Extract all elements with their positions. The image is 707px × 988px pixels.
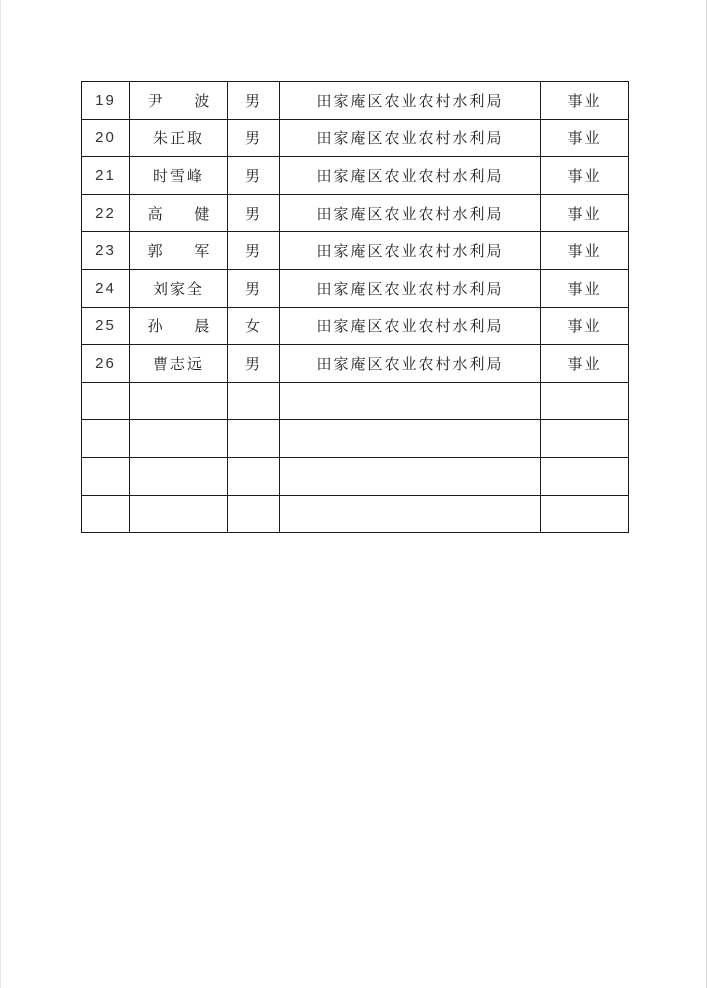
type-cell: 事业 [541, 119, 629, 157]
row-number-cell [82, 382, 130, 420]
unit-cell: 田家庵区农业农村水利局 [280, 157, 541, 195]
personnel-table-body [82, 82, 629, 533]
name-cell: 朱正取 [130, 119, 228, 157]
table-row [82, 307, 629, 345]
row-number-cell: 23 [82, 232, 130, 270]
gender-cell [228, 457, 280, 495]
table-row-empty [82, 382, 629, 420]
row-number-cell: 22 [82, 194, 130, 232]
table-row [82, 157, 629, 195]
unit-cell: 田家庵区农业农村水利局 [280, 82, 541, 120]
unit-cell: 田家庵区农业农村水利局 [280, 232, 541, 270]
name-cell: 尹 波 [130, 82, 228, 120]
row-number-cell: 19 [82, 82, 130, 120]
type-cell: 事业 [541, 157, 629, 195]
unit-cell [280, 457, 541, 495]
type-cell [541, 495, 629, 533]
gender-cell: 男 [228, 157, 280, 195]
type-cell: 事业 [541, 345, 629, 383]
unit-cell [280, 495, 541, 533]
type-cell: 事业 [541, 269, 629, 307]
unit-cell: 田家庵区农业农村水利局 [280, 345, 541, 383]
row-number-cell: 25 [82, 307, 130, 345]
name-cell: 郭 军 [130, 232, 228, 270]
type-cell: 事业 [541, 232, 629, 270]
name-cell [130, 420, 228, 458]
unit-cell: 田家庵区农业农村水利局 [280, 269, 541, 307]
type-cell: 事业 [541, 82, 629, 120]
table-row [82, 345, 629, 383]
unit-cell: 田家庵区农业农村水利局 [280, 119, 541, 157]
name-cell [130, 382, 228, 420]
gender-cell [228, 420, 280, 458]
type-cell [541, 420, 629, 458]
gender-cell: 男 [228, 232, 280, 270]
row-number-cell: 26 [82, 345, 130, 383]
table-row [82, 82, 629, 120]
type-cell: 事业 [541, 194, 629, 232]
gender-cell [228, 495, 280, 533]
table-row-empty [82, 420, 629, 458]
name-cell: 时雪峰 [130, 157, 228, 195]
gender-cell: 女 [228, 307, 280, 345]
table-row-empty [82, 457, 629, 495]
name-cell: 高 健 [130, 194, 228, 232]
gender-cell: 男 [228, 82, 280, 120]
type-cell [541, 457, 629, 495]
gender-cell [228, 382, 280, 420]
gender-cell: 男 [228, 119, 280, 157]
row-number-cell: 24 [82, 269, 130, 307]
type-cell: 事业 [541, 307, 629, 345]
row-number-cell [82, 420, 130, 458]
gender-cell: 男 [228, 345, 280, 383]
name-cell: 曹志远 [130, 345, 228, 383]
unit-cell [280, 420, 541, 458]
table-row-empty [82, 495, 629, 533]
gender-cell: 男 [228, 194, 280, 232]
name-cell: 孙 晨 [130, 307, 228, 345]
name-cell [130, 457, 228, 495]
name-cell [130, 495, 228, 533]
unit-cell: 田家庵区农业农村水利局 [280, 194, 541, 232]
personnel-table [81, 81, 629, 533]
table-row [82, 194, 629, 232]
unit-cell: 田家庵区农业农村水利局 [280, 307, 541, 345]
row-number-cell [82, 457, 130, 495]
unit-cell [280, 382, 541, 420]
gender-cell: 男 [228, 269, 280, 307]
row-number-cell: 21 [82, 157, 130, 195]
row-number-cell [82, 495, 130, 533]
table-row [82, 232, 629, 270]
type-cell [541, 382, 629, 420]
table-row [82, 269, 629, 307]
name-cell: 刘家全 [130, 269, 228, 307]
page-edge-left [0, 0, 1, 988]
row-number-cell: 20 [82, 119, 130, 157]
table-row [82, 119, 629, 157]
